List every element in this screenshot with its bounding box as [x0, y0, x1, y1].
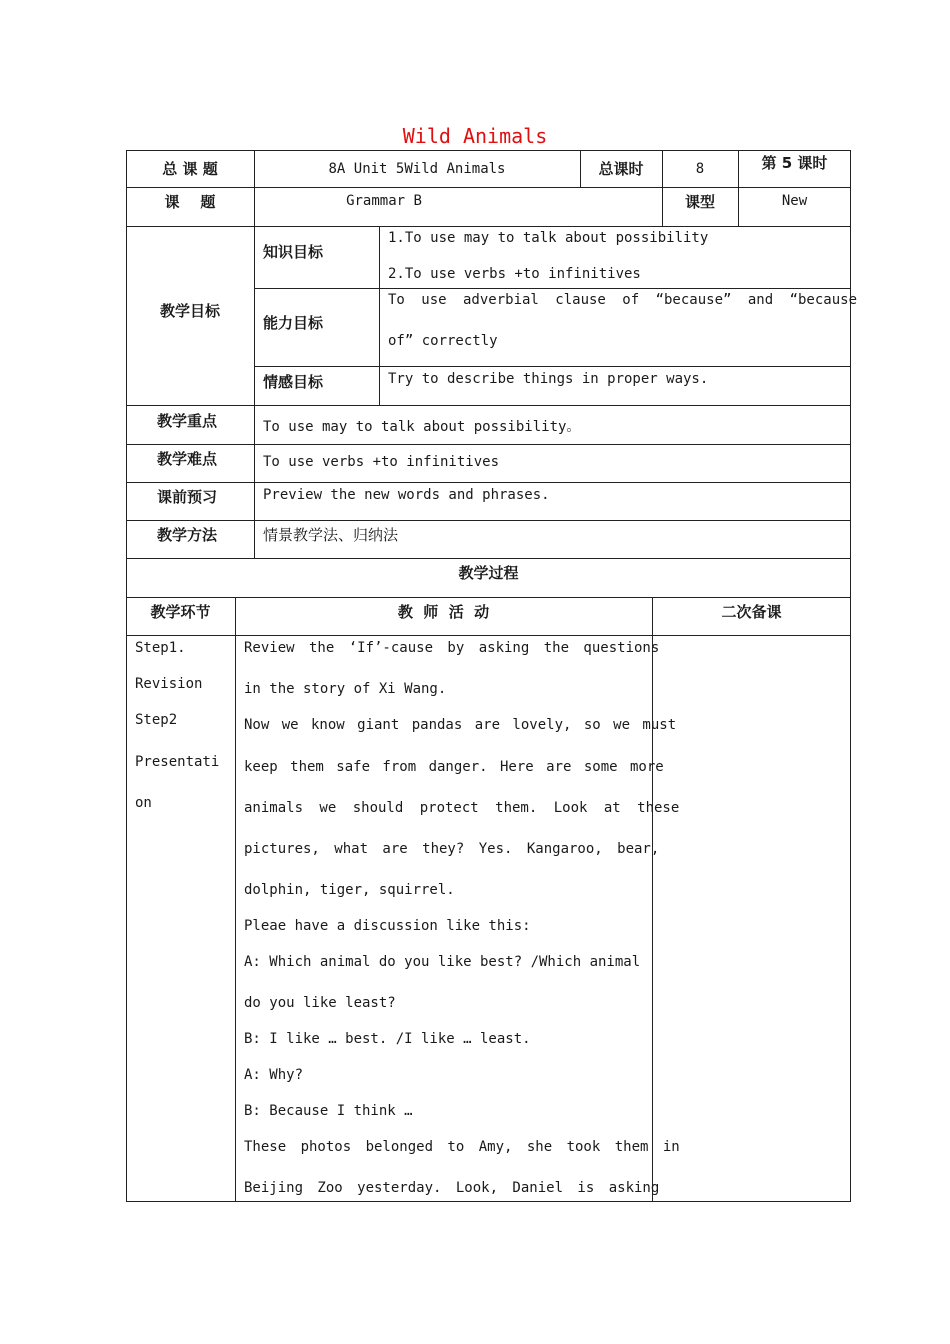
step-2-name-cont: on — [135, 795, 152, 811]
process-col-notes: 二次备课 — [721, 602, 782, 621]
activity-line: A: Why? — [244, 1067, 304, 1083]
difficulty-label: 教学难点 — [157, 450, 218, 468]
key-point-label: 教学重点 — [157, 412, 218, 430]
step-2-name: Presentati — [135, 754, 220, 770]
activity-line: animals we should protect them. Look at these — [244, 800, 680, 816]
activity-line: Pleae have a discussion like this: — [244, 918, 531, 934]
preview-label: 课前预习 — [157, 488, 218, 506]
activity-line: pictures, what are they? Yes. Kangaroo, bear, — [244, 841, 660, 857]
difficulty-value: To use verbs +to infinitives — [263, 454, 500, 470]
lesson-type-label: 课型 — [684, 192, 715, 211]
method-label: 教学方法 — [157, 526, 218, 544]
ability-text: To use adverbial clause of “because” and “because — [388, 292, 858, 308]
knowledge-label: 知识目标 — [263, 243, 324, 261]
process-col-step: 教学环节 — [150, 602, 211, 621]
emotion-text: Try to describe things in proper ways. — [388, 371, 709, 387]
activity-line: A: Which animal do you like best? /Which animal — [244, 954, 641, 970]
total-periods-value: 8 — [695, 160, 705, 177]
activity-line: B: I like … best. /I like … least. — [244, 1031, 531, 1047]
total-periods-label: 总课时 — [598, 160, 644, 178]
knowledge-line-2: 2.To use verbs +to infinitives — [388, 266, 641, 282]
activity-line: Now we know giant pandas are lovely, so we must — [244, 717, 677, 733]
topic-value: 8A Unit 5Wild Animals — [328, 160, 506, 177]
activity-line: dolphin, tiger, squirrel. — [244, 882, 455, 898]
activity-line: keep them safe from danger. Here are some more — [244, 759, 664, 775]
lesson-label: 课 题 — [164, 192, 216, 211]
process-title: 教学过程 — [458, 563, 519, 582]
activity-line: Beijing Zoo yesterday. Look, Daniel is asking — [244, 1180, 660, 1196]
document-title: Wild Animals — [402, 124, 548, 148]
method-value: 情景教学法、归纳法 — [263, 526, 399, 544]
objectives-label: 教学目标 — [159, 301, 220, 320]
activity-text: Review the ‘If’-cause by asking the questions — [244, 640, 660, 656]
activity-line: These photos belonged to Amy, she took them in — [244, 1139, 680, 1155]
step-2: Step2 — [135, 712, 178, 728]
activity-line — [244, 640, 660, 656]
topic-label: 总 课 题 — [162, 160, 218, 178]
lesson-type-value: New — [781, 193, 808, 209]
ability-line-2: of” correctly — [388, 333, 498, 349]
knowledge-line-1: 1.To use may to talk about possibility — [388, 230, 709, 246]
process-col-activity: 教 师 活 动 — [397, 602, 490, 621]
activity-line: do you like least? — [244, 995, 396, 1011]
step-1-name: Revision — [135, 676, 203, 692]
emotion-label: 情感目标 — [263, 373, 324, 391]
ability-line-1 — [388, 292, 858, 308]
activity-line: B: Because I think … — [244, 1103, 413, 1119]
lesson-value: Grammar B — [346, 193, 422, 209]
step-1: Step1. — [135, 640, 186, 656]
period-label: 第 5 课时 — [761, 154, 828, 172]
ability-label: 能力目标 — [263, 314, 324, 332]
key-point-value: To use may to talk about possibility。 — [263, 419, 581, 435]
activity-line: in the story of Xi Wang. — [244, 681, 447, 697]
preview-value: Preview the new words and phrases. — [263, 487, 550, 503]
